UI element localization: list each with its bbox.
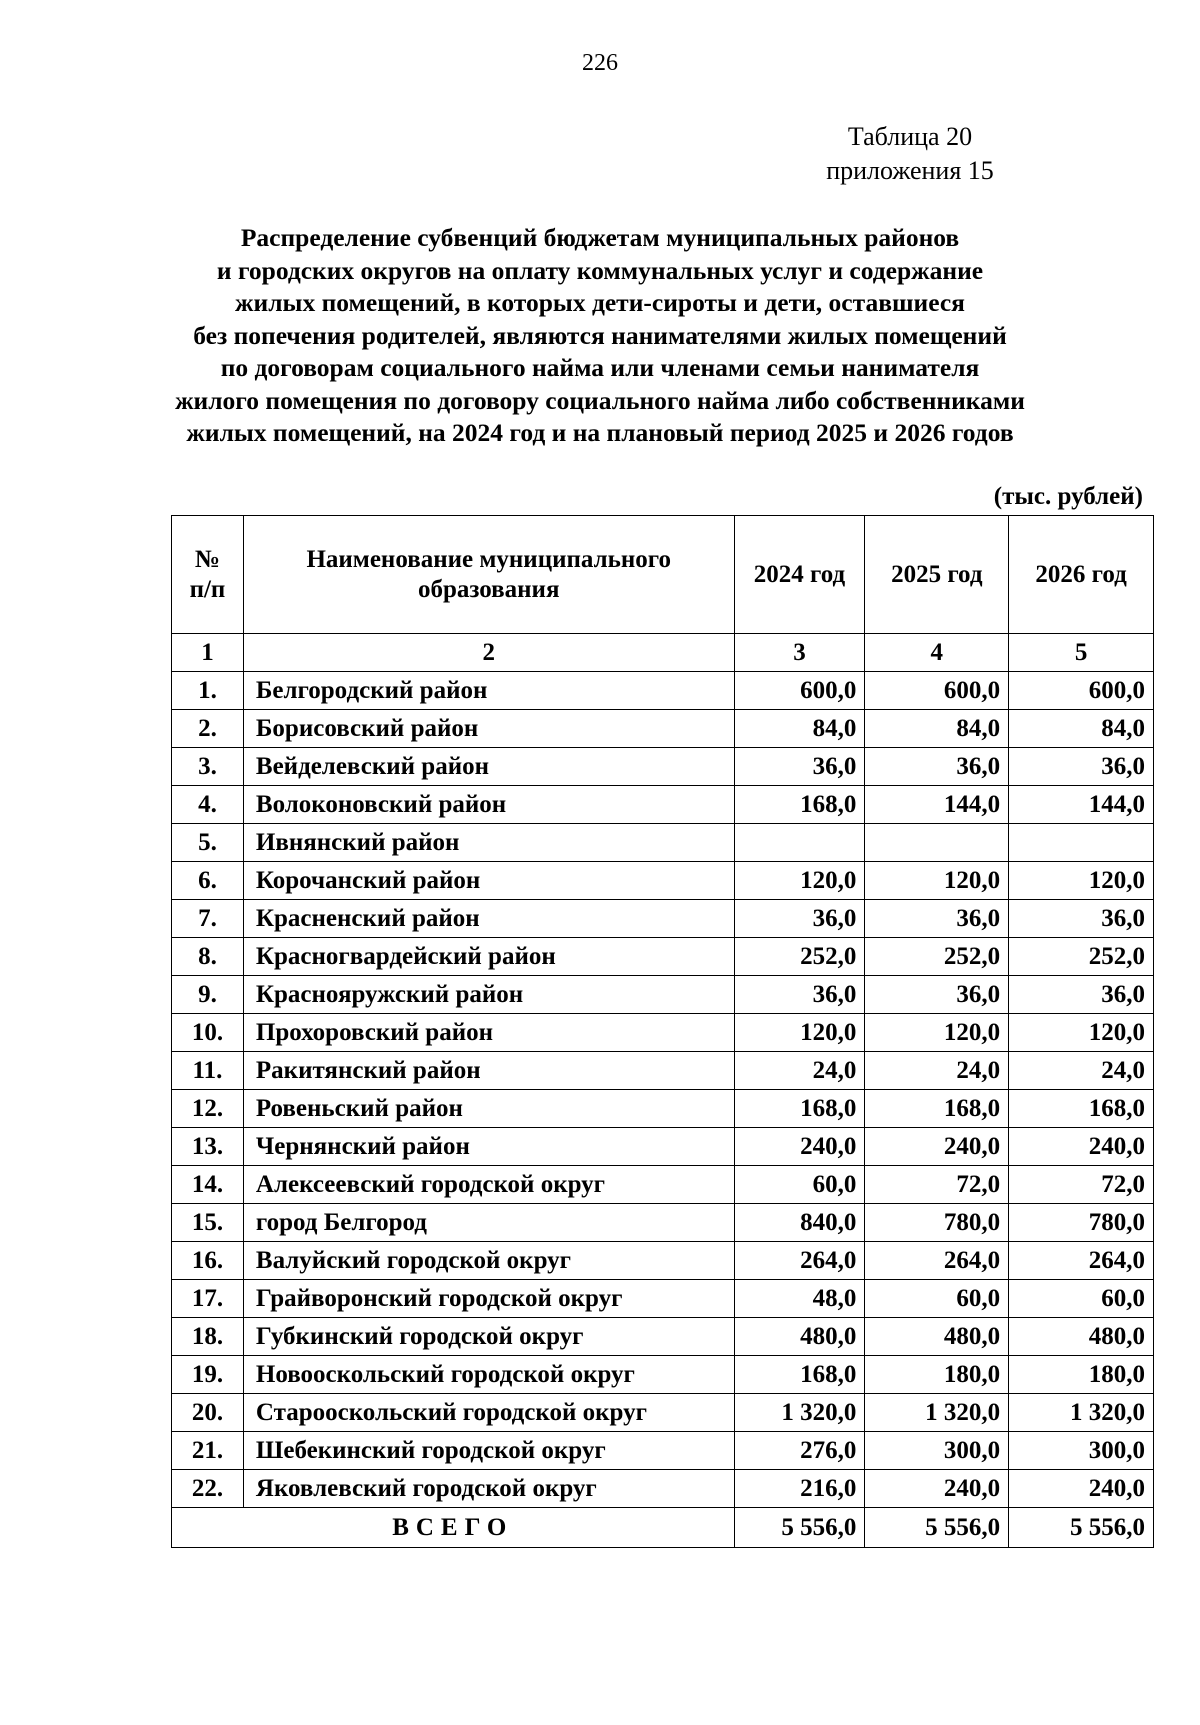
title-line: жилых помещений, в которых дети-сироты и дети, оставшиеся bbox=[235, 288, 965, 317]
table-number: Таблица 20 bbox=[847, 122, 973, 151]
value-2026: 24,0 bbox=[1009, 1052, 1154, 1090]
table-row bbox=[172, 1166, 1154, 1204]
value-2025: 600,0 bbox=[865, 672, 1009, 710]
value-2024: 252,0 bbox=[734, 938, 865, 976]
table-row bbox=[172, 672, 1154, 710]
value-2025: 72,0 bbox=[865, 1166, 1009, 1204]
value-2026: 1 320,0 bbox=[1009, 1394, 1154, 1432]
value-2024: 840,0 bbox=[734, 1204, 865, 1242]
header-number-abbr: п/п bbox=[189, 575, 226, 603]
value-2025: 300,0 bbox=[865, 1432, 1009, 1470]
value-2024: 1 320,0 bbox=[734, 1394, 865, 1432]
appendix-reference bbox=[760, 120, 1060, 188]
table-row bbox=[172, 1318, 1154, 1356]
value-2025: 36,0 bbox=[865, 900, 1009, 938]
total-2026: 5 556,0 bbox=[1009, 1508, 1154, 1548]
table-row bbox=[172, 1394, 1154, 1432]
value-2024: 24,0 bbox=[734, 1052, 865, 1090]
row-number: 8. bbox=[172, 938, 244, 976]
municipality-name: Шебекинский городской округ bbox=[243, 1432, 734, 1470]
title-line: жилого помещения по договору социального найма либо собственниками bbox=[175, 385, 1025, 415]
value-2026: 780,0 bbox=[1009, 1204, 1154, 1242]
title-line: по договорам социального найма или членами семьи нанимателя bbox=[220, 353, 980, 382]
table-row bbox=[172, 1052, 1154, 1090]
value-2024: 168,0 bbox=[734, 1090, 865, 1128]
row-number: 15. bbox=[172, 1204, 244, 1242]
total-label: ВСЕГО bbox=[172, 1508, 735, 1548]
row-number: 13. bbox=[172, 1128, 244, 1166]
value-2025: 36,0 bbox=[865, 976, 1009, 1014]
table-row bbox=[172, 938, 1154, 976]
value-2024 bbox=[734, 824, 865, 862]
value-2024: 48,0 bbox=[734, 1280, 865, 1318]
row-number: 11. bbox=[172, 1052, 244, 1090]
value-2024: 120,0 bbox=[734, 862, 865, 900]
value-2026: 180,0 bbox=[1009, 1356, 1154, 1394]
table-row bbox=[172, 1356, 1154, 1394]
municipality-name: Алексеевский городской округ bbox=[243, 1166, 734, 1204]
row-number: 7. bbox=[172, 900, 244, 938]
value-2026: 240,0 bbox=[1009, 1470, 1154, 1508]
row-number: 18. bbox=[172, 1318, 244, 1356]
value-2025: 240,0 bbox=[865, 1470, 1009, 1508]
municipality-name: Красногвардейский район bbox=[243, 938, 734, 976]
value-2025: 36,0 bbox=[865, 748, 1009, 786]
value-2025 bbox=[865, 824, 1009, 862]
row-number: 20. bbox=[172, 1394, 244, 1432]
column-number: 4 bbox=[865, 634, 1009, 672]
value-2026: 84,0 bbox=[1009, 710, 1154, 748]
column-number: 1 bbox=[172, 634, 244, 672]
municipality-name: Ракитянский район bbox=[243, 1052, 734, 1090]
table-row bbox=[172, 1242, 1154, 1280]
value-2026: 36,0 bbox=[1009, 748, 1154, 786]
page-number: 226 bbox=[582, 50, 618, 76]
title-line: Распределение субвенций бюджетам муниципальных районов bbox=[240, 223, 960, 252]
subvention-table bbox=[171, 515, 1154, 1548]
value-2025: 1 320,0 bbox=[865, 1394, 1009, 1432]
value-2026: 240,0 bbox=[1009, 1128, 1154, 1166]
column-number-row bbox=[172, 634, 1154, 672]
value-2024: 600,0 bbox=[734, 672, 865, 710]
table-row bbox=[172, 1204, 1154, 1242]
row-number: 16. bbox=[172, 1242, 244, 1280]
row-number: 12. bbox=[172, 1090, 244, 1128]
value-2026: 300,0 bbox=[1009, 1432, 1154, 1470]
table-row bbox=[172, 862, 1154, 900]
value-2024: 276,0 bbox=[734, 1432, 865, 1470]
row-number: 4. bbox=[172, 786, 244, 824]
municipality-name: Ровеньский район bbox=[243, 1090, 734, 1128]
title-line: без попечения родителей, являются нанимателями жилых помещений bbox=[193, 320, 1007, 350]
value-2025: 144,0 bbox=[865, 786, 1009, 824]
municipality-name: Корочанский район bbox=[243, 862, 734, 900]
municipality-name: Белгородский район bbox=[243, 672, 734, 710]
municipality-name: Валуйский городской округ bbox=[243, 1242, 734, 1280]
column-number: 5 bbox=[1009, 634, 1154, 672]
total-2025: 5 556,0 bbox=[865, 1508, 1009, 1548]
municipality-name: Чернянский район bbox=[243, 1128, 734, 1166]
header-municipality bbox=[243, 516, 734, 634]
table-row bbox=[172, 1128, 1154, 1166]
header-2026: 2026 год bbox=[1009, 516, 1154, 634]
value-2026: 36,0 bbox=[1009, 976, 1154, 1014]
row-number: 21. bbox=[172, 1432, 244, 1470]
header-municipality-line2: образования bbox=[417, 575, 560, 603]
value-2024: 36,0 bbox=[734, 900, 865, 938]
municipality-name: Прохоровский район bbox=[243, 1014, 734, 1052]
value-2024: 84,0 bbox=[734, 710, 865, 748]
table-row bbox=[172, 1280, 1154, 1318]
table-row bbox=[172, 900, 1154, 938]
title-line: и городских округов на оплату коммунальных услуг и содержание bbox=[216, 255, 984, 285]
table-row bbox=[172, 1470, 1154, 1508]
value-2025: 240,0 bbox=[865, 1128, 1009, 1166]
municipality-name: Красненский район bbox=[243, 900, 734, 938]
table-row bbox=[172, 1090, 1154, 1128]
value-2024: 168,0 bbox=[734, 1356, 865, 1394]
municipality-name: Старооскольский городской округ bbox=[243, 1394, 734, 1432]
table-row bbox=[172, 824, 1154, 862]
value-2025: 168,0 bbox=[865, 1090, 1009, 1128]
value-2026: 60,0 bbox=[1009, 1280, 1154, 1318]
value-2025: 24,0 bbox=[865, 1052, 1009, 1090]
row-number: 1. bbox=[172, 672, 244, 710]
column-number: 3 bbox=[734, 634, 865, 672]
header-municipality-line1: Наименование муниципального bbox=[306, 545, 672, 573]
value-2025: 60,0 bbox=[865, 1280, 1009, 1318]
value-2024: 60,0 bbox=[734, 1166, 865, 1204]
municipality-name: Волоконовский район bbox=[243, 786, 734, 824]
value-2026: 72,0 bbox=[1009, 1166, 1154, 1204]
value-2025: 120,0 bbox=[865, 1014, 1009, 1052]
value-2026: 264,0 bbox=[1009, 1242, 1154, 1280]
column-number: 2 bbox=[243, 634, 734, 672]
table-row bbox=[172, 1014, 1154, 1052]
municipality-name: Ивнянский район bbox=[243, 824, 734, 862]
value-2025: 84,0 bbox=[865, 710, 1009, 748]
value-2026: 600,0 bbox=[1009, 672, 1154, 710]
value-2026: 120,0 bbox=[1009, 862, 1154, 900]
table-row bbox=[172, 786, 1154, 824]
row-number: 17. bbox=[172, 1280, 244, 1318]
value-2026: 252,0 bbox=[1009, 938, 1154, 976]
value-2026: 36,0 bbox=[1009, 900, 1154, 938]
row-number: 3. bbox=[172, 748, 244, 786]
table-row bbox=[172, 976, 1154, 1014]
row-number: 5. bbox=[172, 824, 244, 862]
total-2024: 5 556,0 bbox=[734, 1508, 865, 1548]
value-2024: 264,0 bbox=[734, 1242, 865, 1280]
value-2024: 480,0 bbox=[734, 1318, 865, 1356]
value-2026: 480,0 bbox=[1009, 1318, 1154, 1356]
value-2024: 36,0 bbox=[734, 748, 865, 786]
value-2025: 264,0 bbox=[865, 1242, 1009, 1280]
municipality-name: Новооскольский городской округ bbox=[243, 1356, 734, 1394]
table-row bbox=[172, 748, 1154, 786]
document-title bbox=[140, 222, 1060, 450]
table-row bbox=[172, 1432, 1154, 1470]
value-2025: 120,0 bbox=[865, 862, 1009, 900]
value-2024: 120,0 bbox=[734, 1014, 865, 1052]
row-number: 6. bbox=[172, 862, 244, 900]
municipality-name: Борисовский район bbox=[243, 710, 734, 748]
value-2025: 180,0 bbox=[865, 1356, 1009, 1394]
municipality-name: Губкинский городской округ bbox=[243, 1318, 734, 1356]
header-2024: 2024 год bbox=[734, 516, 865, 634]
municipality-name: Вейделевский район bbox=[243, 748, 734, 786]
municipality-name: Яковлевский городской округ bbox=[243, 1470, 734, 1508]
value-2025: 252,0 bbox=[865, 938, 1009, 976]
municipality-name: Грайворонский городской округ bbox=[243, 1280, 734, 1318]
municipality-name: город Белгород bbox=[243, 1204, 734, 1242]
table-header-row bbox=[172, 516, 1154, 634]
municipality-name: Краснояружский район bbox=[243, 976, 734, 1014]
row-number: 19. bbox=[172, 1356, 244, 1394]
value-2026: 144,0 bbox=[1009, 786, 1154, 824]
header-2025: 2025 год bbox=[865, 516, 1009, 634]
table-row bbox=[172, 710, 1154, 748]
value-2025: 780,0 bbox=[865, 1204, 1009, 1242]
row-number: 22. bbox=[172, 1470, 244, 1508]
total-row bbox=[172, 1508, 1154, 1548]
value-2026: 168,0 bbox=[1009, 1090, 1154, 1128]
value-2024: 36,0 bbox=[734, 976, 865, 1014]
title-line: жилых помещений, на 2024 год и на плановый период 2025 и 2026 годов bbox=[186, 418, 1014, 447]
units-label: (тыс. рублей) bbox=[993, 483, 1143, 510]
appendix-number: приложения 15 bbox=[826, 156, 994, 185]
value-2025: 480,0 bbox=[865, 1318, 1009, 1356]
value-2026 bbox=[1009, 824, 1154, 862]
row-number: 9. bbox=[172, 976, 244, 1014]
value-2024: 168,0 bbox=[734, 786, 865, 824]
value-2026: 120,0 bbox=[1009, 1014, 1154, 1052]
row-number: 14. bbox=[172, 1166, 244, 1204]
row-number: 2. bbox=[172, 710, 244, 748]
value-2024: 240,0 bbox=[734, 1128, 865, 1166]
header-number-symbol: № bbox=[194, 545, 220, 573]
row-number: 10. bbox=[172, 1014, 244, 1052]
value-2024: 216,0 bbox=[734, 1470, 865, 1508]
header-number bbox=[172, 516, 244, 634]
